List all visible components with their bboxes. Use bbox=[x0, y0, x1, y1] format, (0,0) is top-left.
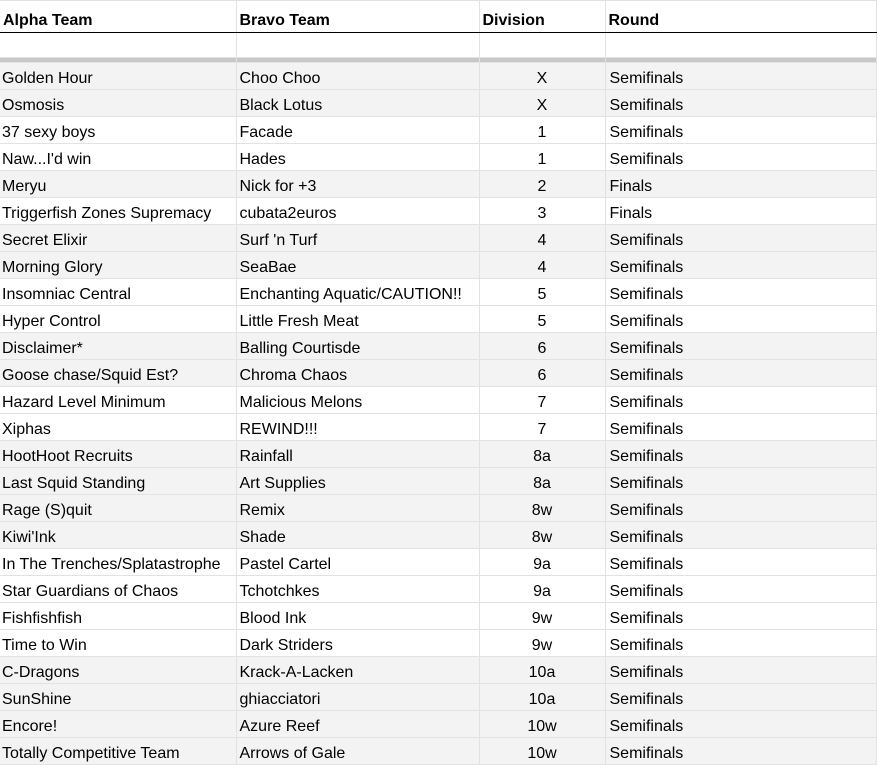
cell-alpha-team[interactable]: Hyper Control bbox=[0, 306, 236, 333]
cell-round[interactable]: Semifinals bbox=[605, 603, 876, 630]
cell-division[interactable]: 3 bbox=[479, 198, 605, 225]
cell-alpha-team[interactable]: 37 sexy boys bbox=[0, 117, 236, 144]
cell-division[interactable]: 6 bbox=[479, 333, 605, 360]
cell-bravo-team[interactable]: REWIND!!! bbox=[236, 414, 479, 441]
cell-bravo-team[interactable]: Facade bbox=[236, 117, 479, 144]
cell-alpha-team[interactable]: Last Squid Standing bbox=[0, 468, 236, 495]
cell-bravo-team[interactable]: Hades bbox=[236, 144, 479, 171]
cell-round[interactable]: Semifinals bbox=[605, 333, 876, 360]
table-row bbox=[0, 684, 876, 711]
header-row bbox=[0, 1, 876, 33]
cell-round[interactable]: Semifinals bbox=[605, 360, 876, 387]
cell-bravo-team[interactable]: Black Lotus bbox=[236, 90, 479, 117]
cell-round[interactable]: Semifinals bbox=[605, 90, 876, 117]
cell-division[interactable]: 8a bbox=[479, 441, 605, 468]
cell-alpha-team[interactable]: Osmosis bbox=[0, 90, 236, 117]
cell-round[interactable]: Semifinals bbox=[605, 495, 876, 522]
cell-round[interactable]: Semifinals bbox=[605, 306, 876, 333]
cell-alpha-team[interactable]: Meryu bbox=[0, 171, 236, 198]
cell-bravo-team[interactable]: Azure Reef bbox=[236, 711, 479, 738]
cell-round[interactable]: Semifinals bbox=[605, 684, 876, 711]
cell-round[interactable]: Semifinals bbox=[605, 252, 876, 279]
cell-alpha-team[interactable]: Morning Glory bbox=[0, 252, 236, 279]
cell-round[interactable]: Semifinals bbox=[605, 711, 876, 738]
cell-alpha-team[interactable]: HootHoot Recruits bbox=[0, 441, 236, 468]
cell-bravo-team[interactable]: Pastel Cartel bbox=[236, 549, 479, 576]
cell-bravo-team[interactable]: Surf 'n Turf bbox=[236, 225, 479, 252]
empty-cell[interactable] bbox=[605, 33, 876, 58]
cell-round[interactable]: Semifinals bbox=[605, 117, 876, 144]
table-row bbox=[0, 90, 876, 117]
cell-alpha-team[interactable]: Goose chase/Squid Est? bbox=[0, 360, 236, 387]
cell-division[interactable]: 10w bbox=[479, 738, 605, 765]
header-round[interactable]: Round bbox=[605, 1, 876, 33]
cell-round[interactable]: Semifinals bbox=[605, 630, 876, 657]
cell-division[interactable]: 9w bbox=[479, 603, 605, 630]
header-division[interactable]: Division bbox=[479, 1, 605, 33]
cell-bravo-team[interactable]: Blood Ink bbox=[236, 603, 479, 630]
cell-alpha-team[interactable]: Golden Hour bbox=[0, 63, 236, 90]
cell-alpha-team[interactable]: Hazard Level Minimum bbox=[0, 387, 236, 414]
cell-bravo-team[interactable]: Malicious Melons bbox=[236, 387, 479, 414]
cell-division[interactable]: 8w bbox=[479, 495, 605, 522]
cell-alpha-team[interactable]: Star Guardians of Chaos bbox=[0, 576, 236, 603]
table-row bbox=[0, 495, 876, 522]
table-row bbox=[0, 144, 876, 171]
cell-round[interactable]: Semifinals bbox=[605, 549, 876, 576]
table-row bbox=[0, 279, 876, 306]
cell-alpha-team[interactable]: In The Trenches/Splatastrophe bbox=[0, 549, 236, 576]
table-row bbox=[0, 333, 876, 360]
cell-alpha-team[interactable]: Totally Competitive Team bbox=[0, 738, 236, 765]
cell-round[interactable]: Semifinals bbox=[605, 144, 876, 171]
cell-division[interactable]: 2 bbox=[479, 171, 605, 198]
cell-alpha-team[interactable]: Rage (S)quit bbox=[0, 495, 236, 522]
cell-alpha-team[interactable]: Xiphas bbox=[0, 414, 236, 441]
cell-bravo-team[interactable]: Dark Striders bbox=[236, 630, 479, 657]
cell-alpha-team[interactable]: Disclaimer* bbox=[0, 333, 236, 360]
header-bravo-team[interactable]: Bravo Team bbox=[236, 1, 479, 33]
table-row bbox=[0, 198, 876, 225]
cell-bravo-team[interactable]: Remix bbox=[236, 495, 479, 522]
cell-bravo-team[interactable]: ghiacciatori bbox=[236, 684, 479, 711]
table-row bbox=[0, 225, 876, 252]
cell-round[interactable]: Semifinals bbox=[605, 441, 876, 468]
cell-bravo-team[interactable]: Tchotchkes bbox=[236, 576, 479, 603]
cell-bravo-team[interactable]: Little Fresh Meat bbox=[236, 306, 479, 333]
cell-bravo-team[interactable]: Shade bbox=[236, 522, 479, 549]
cell-division[interactable]: 5 bbox=[479, 279, 605, 306]
cell-round[interactable]: Semifinals bbox=[605, 63, 876, 90]
table-row bbox=[0, 63, 876, 90]
table-row bbox=[0, 630, 876, 657]
table-row bbox=[0, 711, 876, 738]
header-alpha-team[interactable]: Alpha Team bbox=[0, 1, 236, 33]
cell-round[interactable]: Finals bbox=[605, 171, 876, 198]
cell-division[interactable]: 10a bbox=[479, 657, 605, 684]
cell-round[interactable]: Semifinals bbox=[605, 225, 876, 252]
table-row bbox=[0, 738, 876, 765]
table-row bbox=[0, 522, 876, 549]
empty-cell[interactable] bbox=[0, 33, 236, 58]
cell-bravo-team[interactable]: SeaBae bbox=[236, 252, 479, 279]
cell-division[interactable]: X bbox=[479, 63, 605, 90]
cell-round[interactable]: Semifinals bbox=[605, 279, 876, 306]
cell-division[interactable]: 10a bbox=[479, 684, 605, 711]
cell-round[interactable]: Semifinals bbox=[605, 576, 876, 603]
cell-bravo-team[interactable]: Rainfall bbox=[236, 441, 479, 468]
cell-round[interactable]: Semifinals bbox=[605, 738, 876, 765]
cell-bravo-team[interactable]: Krack-A-Lacken bbox=[236, 657, 479, 684]
cell-alpha-team[interactable]: Secret Elixir bbox=[0, 225, 236, 252]
table-row bbox=[0, 171, 876, 198]
table-row bbox=[0, 360, 876, 387]
cell-alpha-team[interactable]: SunShine bbox=[0, 684, 236, 711]
table-row bbox=[0, 468, 876, 495]
table-row bbox=[0, 387, 876, 414]
cell-alpha-team[interactable]: Encore! bbox=[0, 711, 236, 738]
cell-round[interactable]: Semifinals bbox=[605, 657, 876, 684]
table-row bbox=[0, 576, 876, 603]
cell-alpha-team[interactable]: Insomniac Central bbox=[0, 279, 236, 306]
cell-round[interactable]: Semifinals bbox=[605, 414, 876, 441]
cell-bravo-team[interactable]: Balling Courtisde bbox=[236, 333, 479, 360]
cell-alpha-team[interactable]: Time to Win bbox=[0, 630, 236, 657]
table-row bbox=[0, 441, 876, 468]
table-row bbox=[0, 414, 876, 441]
cell-division[interactable]: 1 bbox=[479, 117, 605, 144]
cell-alpha-team[interactable]: Kiwi'Ink bbox=[0, 522, 236, 549]
cell-bravo-team[interactable]: Choo Choo bbox=[236, 63, 479, 90]
cell-division[interactable]: 8w bbox=[479, 522, 605, 549]
cell-division[interactable]: 6 bbox=[479, 360, 605, 387]
table-row bbox=[0, 252, 876, 279]
cell-division[interactable]: 9a bbox=[479, 549, 605, 576]
cell-division[interactable]: 7 bbox=[479, 414, 605, 441]
cell-bravo-team[interactable]: Chroma Chaos bbox=[236, 360, 479, 387]
cell-round[interactable]: Finals bbox=[605, 198, 876, 225]
empty-cell[interactable] bbox=[236, 33, 479, 58]
cell-division[interactable]: 10w bbox=[479, 711, 605, 738]
cell-round[interactable]: Semifinals bbox=[605, 522, 876, 549]
table-row bbox=[0, 657, 876, 684]
table-row bbox=[0, 549, 876, 576]
table-row bbox=[0, 603, 876, 630]
empty-cell[interactable] bbox=[479, 33, 605, 58]
cell-alpha-team[interactable]: Triggerfish Zones Supremacy bbox=[0, 198, 236, 225]
cell-round[interactable]: Semifinals bbox=[605, 387, 876, 414]
cell-division[interactable]: 4 bbox=[479, 225, 605, 252]
cell-division[interactable]: X bbox=[479, 90, 605, 117]
cell-alpha-team[interactable]: Fishfishfish bbox=[0, 603, 236, 630]
table-row bbox=[0, 306, 876, 333]
cell-alpha-team[interactable]: Naw...I'd win bbox=[0, 144, 236, 171]
cell-division[interactable]: 9a bbox=[479, 576, 605, 603]
empty-row bbox=[0, 33, 876, 58]
cell-division[interactable]: 8a bbox=[479, 468, 605, 495]
cell-bravo-team[interactable]: Art Supplies bbox=[236, 468, 479, 495]
cell-division[interactable]: 7 bbox=[479, 387, 605, 414]
cell-alpha-team[interactable]: C-Dragons bbox=[0, 657, 236, 684]
cell-division[interactable]: 5 bbox=[479, 306, 605, 333]
cell-bravo-team[interactable]: Nick for +3 bbox=[236, 171, 479, 198]
cell-division[interactable]: 9w bbox=[479, 630, 605, 657]
cell-bravo-team[interactable]: Arrows of Gale bbox=[236, 738, 479, 765]
table-row bbox=[0, 117, 876, 144]
cell-bravo-team[interactable]: cubata2euros bbox=[236, 198, 479, 225]
cell-division[interactable]: 4 bbox=[479, 252, 605, 279]
cell-round[interactable]: Semifinals bbox=[605, 468, 876, 495]
cell-division[interactable]: 1 bbox=[479, 144, 605, 171]
cell-bravo-team[interactable]: Enchanting Aquatic/CAUTION!! bbox=[236, 279, 479, 306]
